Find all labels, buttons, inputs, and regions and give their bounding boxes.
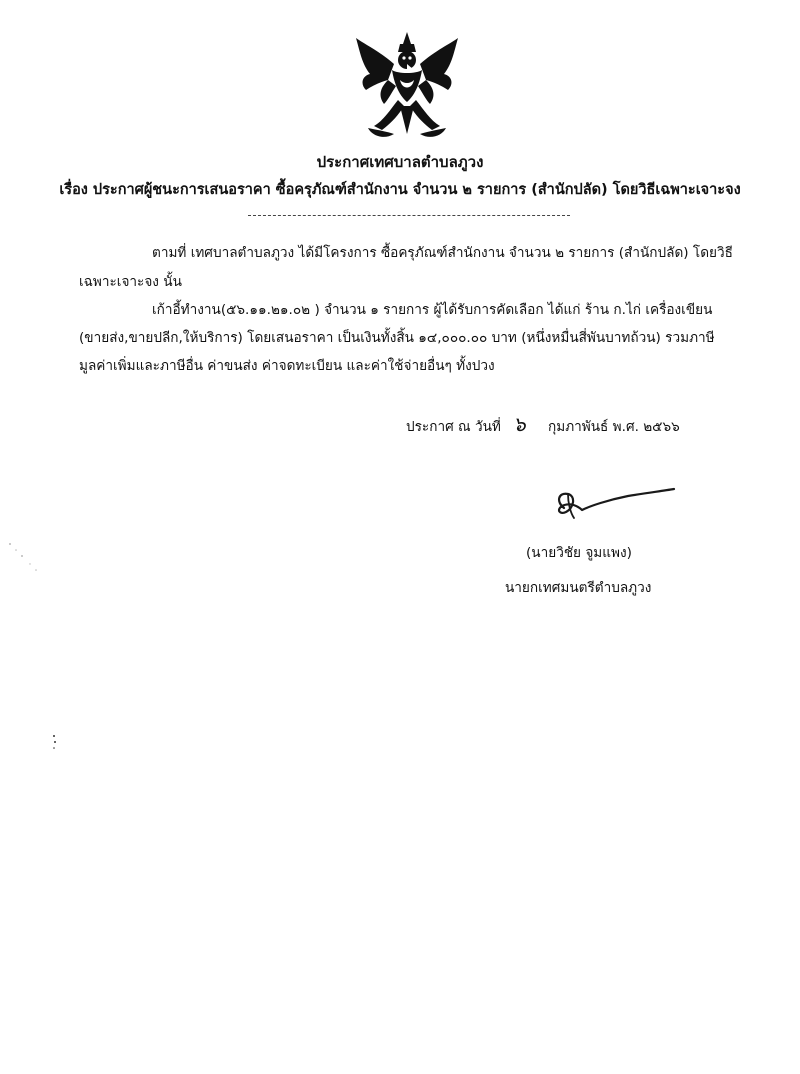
paragraph-1-line-1: ตามที่ เทศบาลตำบลภูวง ได้มีโครงการ ซื้อครุภัณฑ์สำนักงาน จำนวน ๒ รายการ (สำนักปลัด) โดยวิธี [152, 245, 733, 261]
signatory-name: (นายวิชัย จูมแพง) [526, 545, 632, 561]
paragraph-1-line-2: เฉพาะเจาะจง นั้น [79, 274, 182, 290]
date-label: ประกาศ ณ วันที่ [406, 419, 501, 435]
garuda-emblem-icon [354, 30, 460, 142]
date-day-handwritten: ๖ [513, 412, 526, 436]
paragraph-2-line-3: มูลค่าเพิ่มและภาษีอื่น ค่าขนส่ง ค่าจดทะเบียน และค่าใช้จ่ายอื่นๆ ทั้งปวง [79, 358, 495, 374]
signatory-position: นายกเทศมนตรีตำบลภูวง [505, 580, 652, 596]
title-divider [248, 215, 570, 216]
announcement-title: ประกาศเทศบาลตำบลภูวง [316, 153, 484, 171]
signature-icon [548, 486, 678, 524]
announcement-subject: เรื่อง ประกาศผู้ชนะการเสนอราคา ซื้อครุภัณฑ์สำนักงาน จำนวน ๒ รายการ (สำนักปลัด) โดยวิธีเฉพาะเจาะจง [59, 182, 741, 198]
paragraph-2-line-2: (ขายส่ง,ขายปลีก,ให้บริการ) โดยเสนอราคา เป็นเงินทั้งสิ้น ๑๔,๐๐๐.๐๐ บาท (หนึ่งหมื่นสี่พันบาทถ้วน) รวมภาษี [79, 330, 715, 346]
paragraph-2-line-1: เก้าอี้ทำงาน(๕๖.๑๑.๒๑.๐๒ ) จำนวน ๑ รายการ ผู้ได้รับการคัดเลือก ได้แก่ ร้าน ก.ไก่ เครื่องเขียน [152, 302, 713, 318]
scan-noise [0, 520, 80, 780]
date-month-year: กุมภาพันธ์ พ.ศ. ๒๕๖๖ [548, 419, 680, 435]
